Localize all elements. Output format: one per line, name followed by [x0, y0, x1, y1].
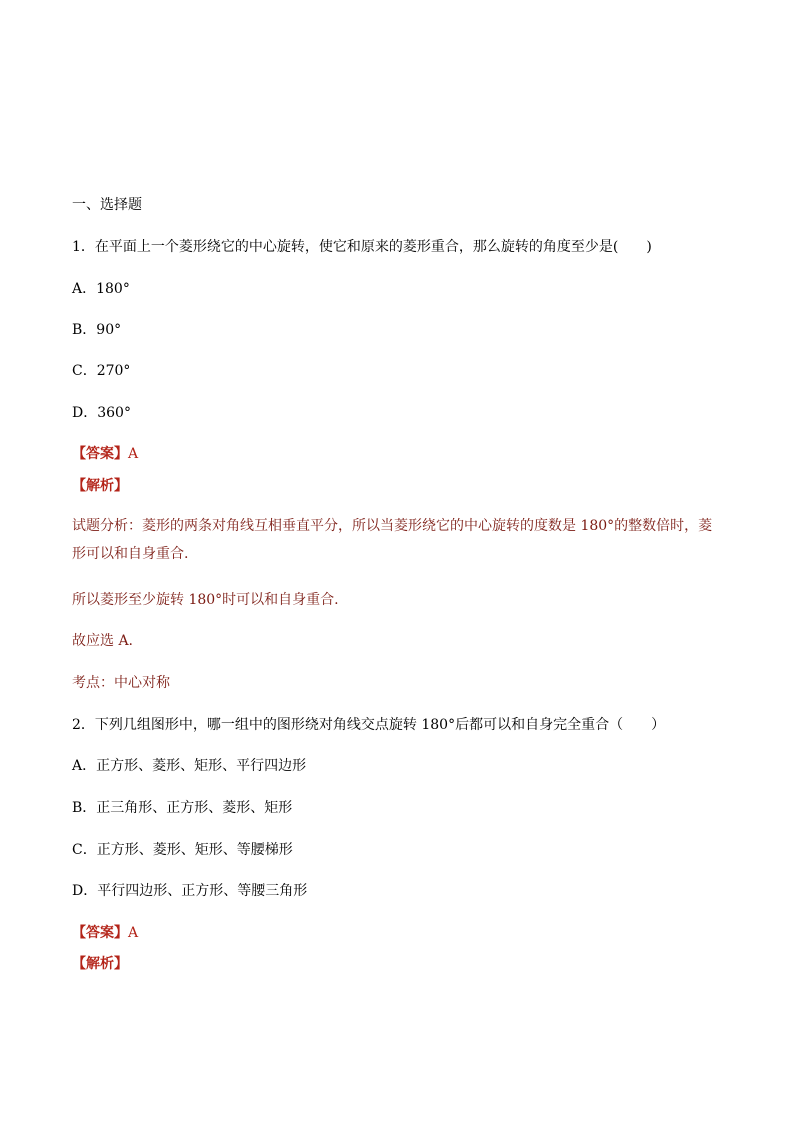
- question-2-option-a: A．正方形、菱形、矩形、平行四边形: [72, 758, 307, 774]
- question-1-answer: [72, 445, 138, 463]
- question-2-option-d: D．平行四边形、正方形、等腰三角形: [72, 883, 308, 899]
- question-1-option-b: B．90°: [72, 322, 122, 338]
- question-1-option-d: D．360°: [72, 405, 131, 421]
- answer-value: A: [128, 446, 139, 462]
- question-2-stem: [72, 716, 665, 734]
- question-1-kaodian: 考点：中心对称: [72, 675, 170, 691]
- question-2-text: 2．下列几组图形中，哪一组中的图形绕对角线交点旋转 180°后都可以和自身完全重合（: [72, 717, 624, 733]
- question-2-option-c: C．正方形、菱形、矩形、等腰梯形: [72, 842, 293, 858]
- question-1-analysis-paragraph-2: 所以菱形至少旋转 180°时可以和自身重合.: [72, 592, 339, 608]
- question-1-option-a: A．180°: [72, 281, 130, 297]
- question-1-analysis-paragraph-3: 故应选 A.: [72, 633, 134, 649]
- section-title: 一、选择题: [72, 197, 142, 213]
- answer-value: A: [128, 925, 139, 941]
- question-2-analysis-label: 【解析】: [72, 956, 128, 972]
- question-1-close-paren: ): [646, 239, 652, 255]
- question-2-option-b: B．正三角形、正方形、菱形、矩形: [72, 800, 293, 816]
- question-1-stem: [72, 238, 652, 256]
- question-2-close-paren: ）: [651, 717, 666, 733]
- question-2-answer: [72, 924, 138, 942]
- question-1-text: 1．在平面上一个菱形绕它的中心旋转，使它和原来的菱形重合，那么旋转的角度至少是(: [72, 239, 619, 255]
- question-1-analysis-label: 【解析】: [72, 478, 128, 494]
- question-1-option-c: C．270°: [72, 363, 131, 379]
- answer-label: 【答案】: [72, 925, 128, 941]
- question-1-analysis-paragraph-1: 试题分析：菱形的两条对角线互相垂直平分，所以当菱形绕它的中心旋转的度数是 180°的整数倍时，菱形可以和自身重合.: [72, 518, 713, 562]
- answer-label: 【答案】: [72, 446, 128, 462]
